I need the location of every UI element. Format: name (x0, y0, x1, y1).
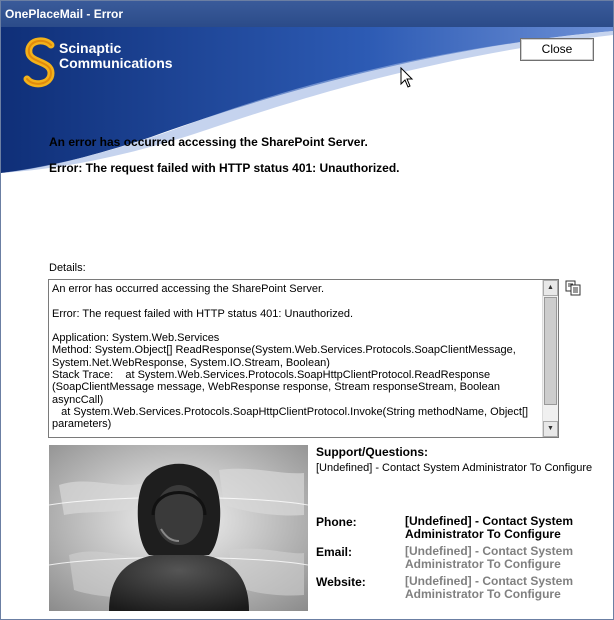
support-agent-illustration (49, 445, 308, 611)
phone-label: Phone: (316, 515, 357, 529)
details-textbox[interactable] (48, 279, 559, 438)
details-scrollbar[interactable] (542, 280, 558, 437)
scroll-down-icon[interactable]: ▼ (543, 421, 558, 437)
scroll-thumb[interactable] (544, 297, 557, 405)
logo-line2: Communications (59, 55, 173, 71)
scroll-up-icon[interactable]: ▲ (543, 280, 558, 296)
support-text: [Undefined] - Contact System Administrator To Configure (316, 462, 593, 474)
email-label: Email: (316, 545, 353, 559)
details-text[interactable]: An error has occurred accessing the SharePoint Server. Error: The request failed with HTTP status 401: Unauthorized. Application: System.Web.Services Method: System.Object[] ReadResponse(System.Web.Services.Protocols.SoapClientMessage, System.Net.WebResponse, System.IO.Stream, Boolean) Stack Trace: at System.Web.Services.Protocols.SoapHttpClientProtocol.ReadResponse (SoapClientMessage message, WebResponse response, Stream responseStream, Boolean asyncCall) at System.Web.Services.Protocols.SoapHttpClientProtocol.Invoke(String methodName, Object[] parameters) (52, 283, 529, 431)
support-agent-image (49, 445, 308, 611)
company-logo (21, 35, 181, 93)
email-value[interactable]: [Undefined] - Contact System Administrator To Configure (405, 544, 574, 571)
error-message-primary: An error has occurred accessing the SharePoint Server. (49, 135, 368, 149)
mouse-cursor-icon (400, 67, 414, 89)
logo-mark-icon (21, 35, 61, 91)
window-title: OnePlaceMail - Error (5, 7, 124, 21)
details-label: Details: (49, 262, 86, 274)
error-message-detail: Error: The request failed with HTTP status 401: Unauthorized. (49, 161, 400, 175)
phone-value: [Undefined] - Contact System Administrator To Configure (405, 514, 574, 541)
title-bar (1, 1, 613, 27)
close-button[interactable]: Close (520, 38, 594, 61)
copy-icon[interactable] (565, 280, 581, 296)
logo-line1: Scinaptic (59, 40, 122, 56)
website-label: Website: (316, 575, 366, 589)
logo-text (59, 41, 173, 71)
support-title: Support/Questions: (316, 445, 428, 459)
website-value[interactable]: [Undefined] - Contact System Administrator To Configure (405, 574, 574, 601)
